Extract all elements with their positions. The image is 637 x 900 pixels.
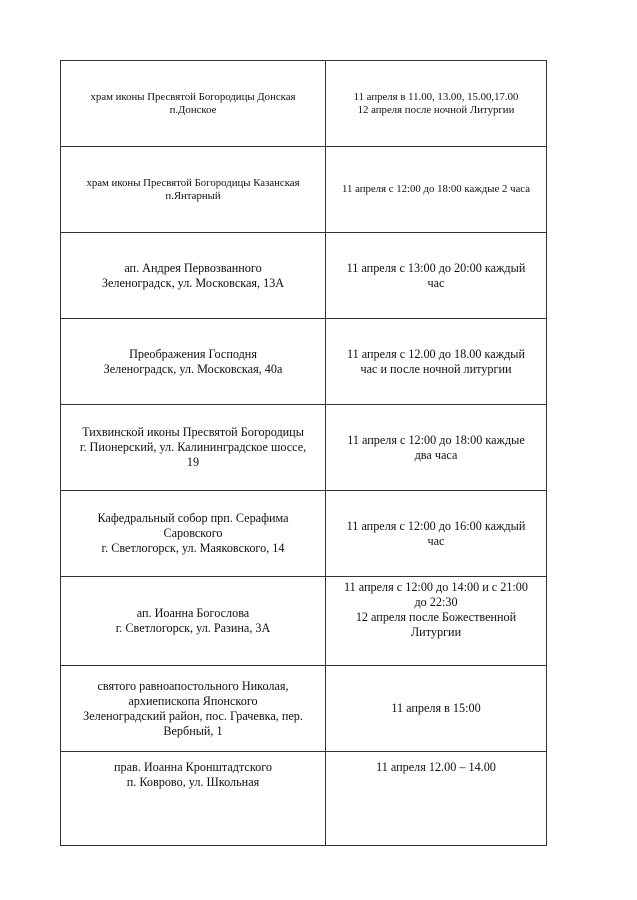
table-row: [61, 752, 547, 846]
schedule-cell: 11 апреля с 13:00 до 20:00 каждый час: [326, 233, 547, 319]
schedule-cell: 11 апреля в 15:00: [326, 666, 547, 752]
table-row: [61, 491, 547, 577]
church-cell: Преображения Господня Зеленоградск, ул. Московская, 40а: [61, 319, 326, 405]
table-row: [61, 147, 547, 233]
schedule-cell: 11 апреля с 12.00 до 18.00 каждый час и после ночной литургии: [326, 319, 547, 405]
schedule-cell: 11 апреля с 12:00 до 18:00 каждые два часа: [326, 405, 547, 491]
church-cell: святого равноапостольного Николая, архиепископа Японского Зеленоградский район, пос. Грачевка, пер. Вербный, 1: [61, 666, 326, 752]
table-row: [61, 319, 547, 405]
schedule-cell: 11 апреля с 12:00 до 18:00 каждые 2 часа: [326, 147, 547, 233]
schedule-table: [60, 60, 547, 846]
church-cell: прав. Иоанна Кронштадтского п. Коврово, ул. Школьная: [61, 752, 326, 846]
church-cell: Тихвинской иконы Пресвятой Богородицы г. Пионерский, ул. Калининградское шоссе, 19: [61, 405, 326, 491]
table-row: [61, 577, 547, 666]
table-row: [61, 666, 547, 752]
church-cell: храм иконы Пресвятой Богородицы Донская п.Донское: [61, 61, 326, 147]
table-row: [61, 405, 547, 491]
table-row: [61, 61, 547, 147]
church-cell: храм иконы Пресвятой Богородицы Казанская п.Янтарный: [61, 147, 326, 233]
schedule-cell: 11 апреля 12.00 – 14.00: [326, 752, 547, 846]
schedule-cell: 11 апреля в 11.00, 13.00, 15.00,17.00 12 апреля после ночной Литургии: [326, 61, 547, 147]
schedule-cell: 11 апреля с 12:00 до 14:00 и с 21:00 до 22:30 12 апреля после Божественной Литургии: [326, 577, 547, 666]
table-row: [61, 233, 547, 319]
church-cell: Кафедральный собор прп. Серафима Саровского г. Светлогорск, ул. Маяковского, 14: [61, 491, 326, 577]
church-cell: ап. Андрея Первозванного Зеленоградск, ул. Московская, 13А: [61, 233, 326, 319]
schedule-cell: 11 апреля с 12:00 до 16:00 каждый час: [326, 491, 547, 577]
church-cell: ап. Иоанна Богослова г. Светлогорск, ул. Разина, 3А: [61, 577, 326, 666]
